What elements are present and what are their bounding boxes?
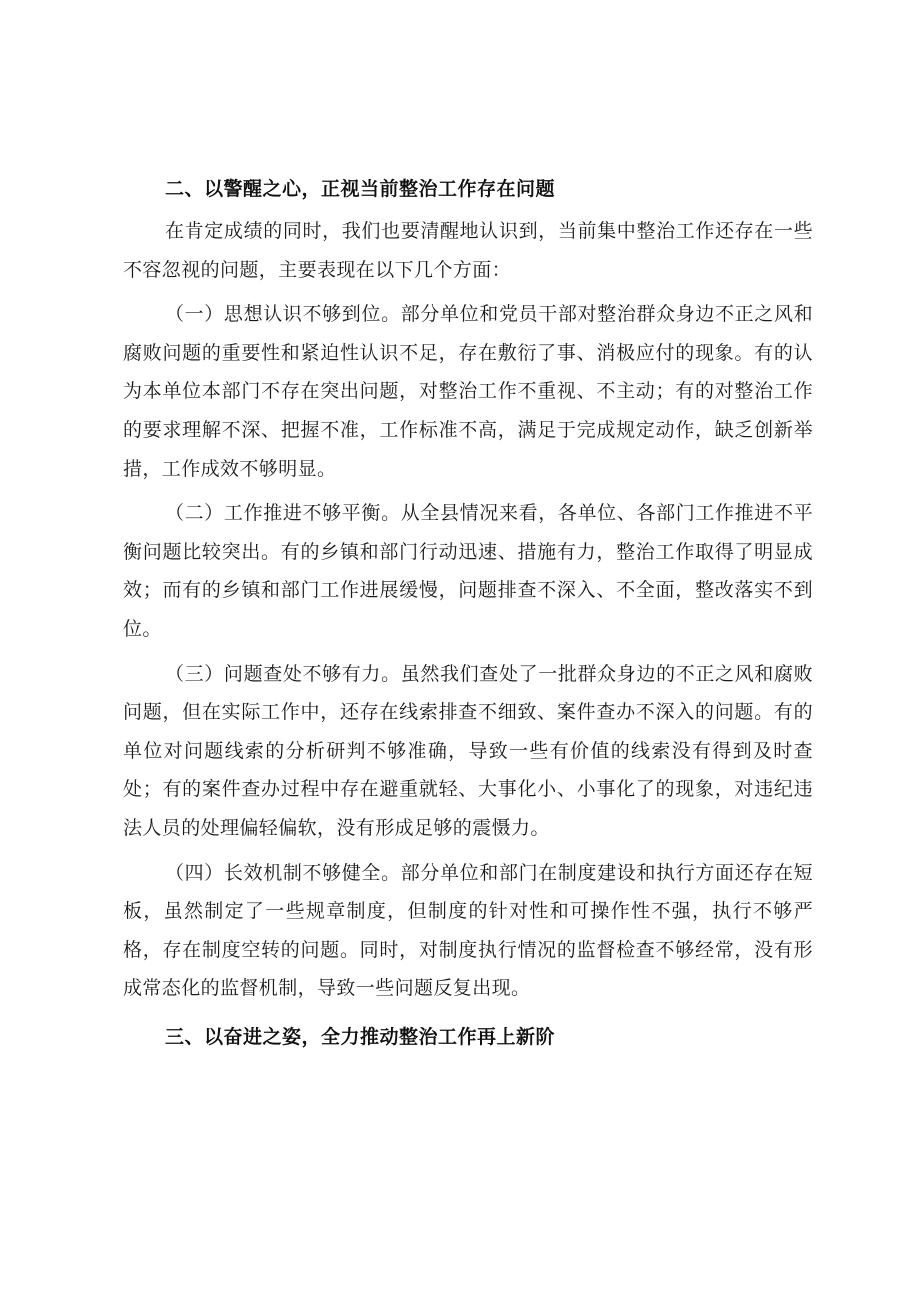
intro-paragraph: 在肯定成绩的同时，我们也要清醒地认识到，当前集中整治工作还存在一些不容忽视的问题，主要表现在以下几个方面： xyxy=(123,220,813,281)
paragraph-item-2: （二）工作推进不够平衡。从全县情况来看，各单位、各部门工作推进不平衡问题比较突出。有的乡镇和部门行动迅速、措施有力，整治工作取得了明显成效；而有的乡镇和部门工作进展缓慢，问题排查不深入、不全面，整改落实不到位。 xyxy=(123,502,813,640)
section-heading-3: 三、以奋进之姿，全力推动整治工作再上新阶 xyxy=(165,1025,556,1048)
paragraph-item-4: （四）长效机制不够健全。部分单位和部门在制度建设和执行方面还存在短板，虽然制定了一些规章制度，但制度的针对性和可操作性不强，执行不够严格，存在制度空转的问题。同时，对制度执行情况的监督检查不够经常，没有形成常态化的监督机制，导致一些问题反复出现。 xyxy=(123,861,813,1000)
paragraph-item-3: （三）问题查处不够有力。虽然我们查处了一批群众身边的不正之风和腐败问题，但在实际工作中，还存在线索排查不细致、案件查办不深入的问题。有的单位对问题线索的分析研判不够准确，导致一些有价值的线索没有得到及时查处；有的案件查办过程中存在避重就轻、大事化小、小事化了的现象，对违纪违法人员的处理偏轻偏软，没有形成足够的震慑力。 xyxy=(123,662,813,839)
section-heading-2: 二、以警醒之心，正视当前整治工作存在问题 xyxy=(165,178,556,200)
paragraph-item-1: （一）思想认识不够到位。部分单位和党员干部对整治群众身边不正之风和腐败问题的重要性和紧迫性认识不足，存在敷衍了事、消极应付的现象。有的认为本单位本部门不存在突出问题，对整治工作不重视、不主动；有的对整治工作的要求理解不深、把握不准，工作标准不高，满足于完成规定动作，缺乏创新举措，工作成效不够明显。 xyxy=(123,303,813,480)
document-body xyxy=(123,170,813,1056)
